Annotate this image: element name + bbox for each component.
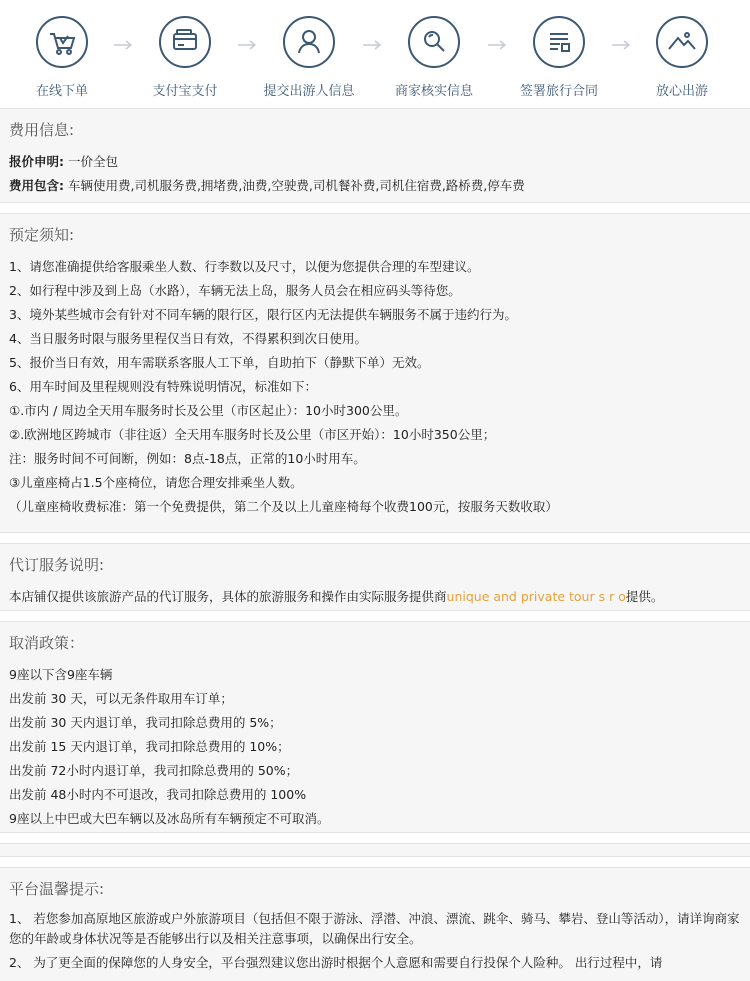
step-alipay-pay	[123, 16, 247, 99]
agency-text-end: 提供。	[625, 589, 664, 604]
includes-label: 费用包含:	[9, 178, 64, 193]
agency-description	[9, 585, 741, 609]
list-item: 2、如行程中涉及到上岛（水路），车辆无法上岛，服务人员会在相应码头等待您。	[9, 283, 461, 298]
fee-info-section	[0, 108, 750, 203]
list-item: 出发前 48小时内不可退改，我司扣除总费用的 100%	[9, 787, 307, 802]
section-title: 预定须知:	[9, 226, 75, 244]
shopping-cart-icon	[36, 16, 88, 68]
agency-text: 本店铺仅提供该旅游产品的代订服务，具体的旅游服务和操作由实际服务提供商	[9, 589, 447, 604]
section-title: 平台温馨提示:	[9, 880, 105, 898]
platform-tips-section	[0, 867, 750, 981]
list-item: ②.欧洲地区跨城市（非往返）全天用车服务时长及公里（市区开始）：10小时350公里；	[9, 427, 496, 442]
quote-value: 一价全包	[67, 154, 118, 169]
step-label: 在线下单	[35, 84, 88, 99]
list-item: 出发前 30 天内退订单，我司扣除总费用的 5%；	[9, 715, 282, 730]
step-merchant-verify	[372, 16, 496, 99]
quote-statement	[9, 150, 741, 174]
list-item: ①.市内 / 周边全天用车服务时长及公里（市区起止）：10小时300公里。	[9, 403, 408, 418]
step-label: 提交出游人信息	[263, 84, 355, 99]
step-order-online	[0, 16, 124, 99]
list-item: 4、当日服务时限与服务里程仅当日有效，不得累积到次日使用。	[9, 331, 367, 346]
list-item: 1、请您准确提供给客服乘坐人数、行李数以及尺寸，以便为您提供合理的车型建议。	[9, 259, 480, 274]
list-item: 出发前 30 天，可以无条件取用车订单；	[9, 691, 233, 706]
list-item: 1、 若您参加高原地区旅游或户外旅游项目（包括但不限于游泳、浮潜、冲浪、漂流、跳伞、骑马、攀岩、登山等活动），请详询商家您的年龄或身体状况等是否能够出行以及相关注意事项，以确保出行安全。	[9, 911, 740, 946]
step-travel	[620, 16, 744, 99]
list-item: 3、境外某些城市会有针对不同车辆的限行区，限行区内无法提供车辆服务不属于违约行为。	[9, 307, 517, 322]
agency-service-section	[0, 543, 750, 611]
list-item: 注：服务时间不可间断，例如：8点-18点，正常的10小时用车。	[9, 451, 366, 466]
list-item: 5、报价当日有效，用车需联系客服人工下单，自助拍下（静默下单）无效。	[9, 355, 430, 370]
contract-icon	[533, 16, 585, 68]
list-item: ③儿童座椅占1.5个座椅位，请您合理安排乘坐人数。	[9, 475, 303, 490]
list-item: 9座以上中巴或大巴车辆以及冰岛所有车辆预定不可取消。	[9, 811, 330, 826]
fee-includes	[9, 174, 741, 198]
step-sign-contract	[497, 16, 621, 99]
includes-value: 车辆使用费,司机服务费,拥堵费,油费,空驶费,司机餐补费,司机住宿费,路桥费,停车费	[67, 178, 525, 193]
list-item: 9座以下含9座车辆	[9, 667, 113, 682]
step-label: 商家核实信息	[394, 84, 473, 99]
section-title: 取消政策：	[9, 634, 85, 652]
list-item: （儿童座椅收费标准：第一个免费提供，第二个及以上儿童座椅每个收费100元，按服务天数收取）	[9, 499, 558, 514]
process-steps	[0, 0, 750, 108]
step-label: 放心出游	[655, 84, 708, 99]
step-label: 签署旅行合同	[519, 84, 598, 99]
section-title: 费用信息:	[9, 121, 75, 139]
quote-label: 报价申明:	[9, 154, 64, 169]
list-item: 出发前 72小时内退订单，我司扣除总费用的 50%；	[9, 763, 299, 778]
card-icon	[159, 16, 211, 68]
list-item: 6、用车时间及里程规则没有特殊说明情况，标准如下：	[9, 379, 317, 394]
list-item: 2、 为了更全面的保障您的人身安全，平台强烈建议您出游时根据个人意愿和需要自行投保个人险种。 出行过程中，请	[9, 955, 663, 970]
cancel-policy-section	[0, 621, 750, 833]
user-icon	[283, 16, 335, 68]
list-item: 出发前 15 天内退订单，我司扣除总费用的 10%；	[9, 739, 290, 754]
booking-notes-section	[0, 213, 750, 533]
provider-link[interactable]: unique and private tour s r o	[446, 589, 626, 604]
section-title: 代订服务说明:	[9, 556, 105, 574]
magnifier-icon	[408, 16, 460, 68]
mountain-icon	[656, 16, 708, 68]
step-submit-traveler-info	[247, 16, 371, 99]
step-label: 支付宝支付	[152, 84, 218, 99]
divider	[0, 843, 750, 857]
